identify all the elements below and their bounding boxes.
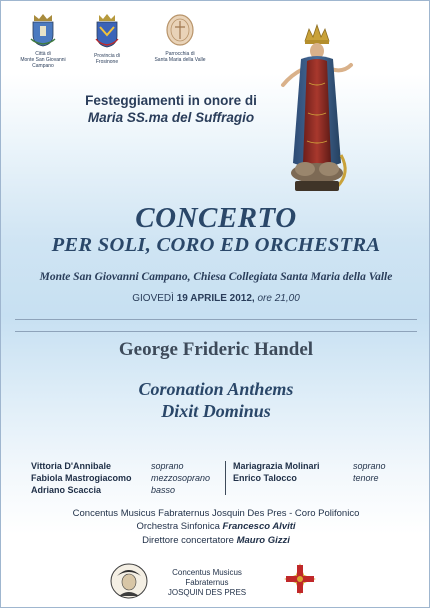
soloist-role: basso	[151, 485, 176, 495]
logo-provincia-caption	[81, 53, 133, 65]
composer-portrait-emblem-icon	[109, 562, 149, 600]
logo-caption-line: Monte San Giovanni	[20, 57, 66, 63]
logo-parrocchia	[165, 13, 195, 52]
date-main: 19 APRILE 2012,	[176, 293, 255, 304]
soloist-role: tenore	[353, 473, 379, 483]
logo-caption-line: Santa Maria della Valle	[154, 57, 206, 63]
director-name: Mauro Gizzi	[236, 535, 290, 546]
footer-logo-line: Concentus Musicus Fabraternus	[172, 568, 242, 587]
director-label: Direttore concertatore	[142, 535, 234, 546]
orchestra-label: Orchestra Sinfonica	[136, 521, 220, 532]
soloist-name: Fabiola Mastrogiacomo	[31, 473, 132, 483]
director-credit	[1, 535, 430, 546]
red-cross-emblem-icon	[283, 562, 317, 596]
madonna-statue-icon	[277, 23, 357, 199]
soloist-role: mezzosoprano	[151, 473, 211, 483]
logo-caption-line: Parrocchia di	[165, 51, 195, 57]
orchestra-conductor: Francesco Alviti	[222, 521, 296, 532]
round-seal-icon	[165, 13, 195, 47]
soloists-separator	[225, 461, 226, 495]
composer-name: George Frideric Handel	[118, 339, 314, 360]
soloist-role: soprano	[151, 461, 184, 471]
concert-title: CONCERTO	[135, 202, 297, 234]
logo-caption-line: Frosinone	[95, 59, 119, 65]
shield-coat-of-arms-icon	[29, 13, 57, 47]
work-title: Dixit Dominus	[161, 401, 271, 421]
soloist-name: Enrico Talocco	[233, 473, 297, 483]
work-title: Coronation Anthems	[138, 379, 294, 399]
festivity-line: Festeggiamenti in onore di	[85, 93, 257, 108]
soloist-role: soprano	[353, 461, 386, 471]
logo-parrocchia-caption	[147, 51, 213, 63]
logo-caption-line: Provincia di	[94, 53, 120, 59]
logo-caption-line: Città di	[35, 51, 51, 57]
concert-venue: Monte San Giovanni Campano, Chiesa Collegiata Santa Maria della Valle	[39, 271, 393, 283]
logo-provincia	[93, 13, 121, 54]
date-time: ore 21,00	[257, 293, 300, 304]
shield-coat-of-arms-icon	[93, 13, 121, 49]
footer-ensemble-logo-text	[151, 568, 263, 598]
soloist-name: Mariagrazia Molinari	[233, 461, 320, 471]
footer-logo-line: JOSQUIN DES PRES	[167, 588, 247, 597]
logo-comune-caption	[15, 51, 71, 69]
orchestra-credit	[1, 521, 430, 532]
soloist-name: Adriano Scaccia	[31, 485, 102, 495]
choir-credit: Concentus Musicus Fabraternus Josquin Des Pres - Coro Polifonico	[72, 508, 360, 519]
concert-subtitle: PER SOLI, CORO ED ORCHESTRA	[51, 234, 381, 256]
divider	[15, 331, 417, 332]
logo-comune	[29, 13, 57, 52]
divider	[15, 319, 417, 320]
festivity-dedication: Maria SS.ma del Suffragio	[87, 110, 255, 125]
logo-caption-line: Campano	[32, 63, 54, 69]
soloist-name: Vittoria D'Annibale	[31, 461, 111, 471]
concert-date	[1, 293, 430, 304]
date-day: GIOVEDÌ	[132, 293, 174, 304]
